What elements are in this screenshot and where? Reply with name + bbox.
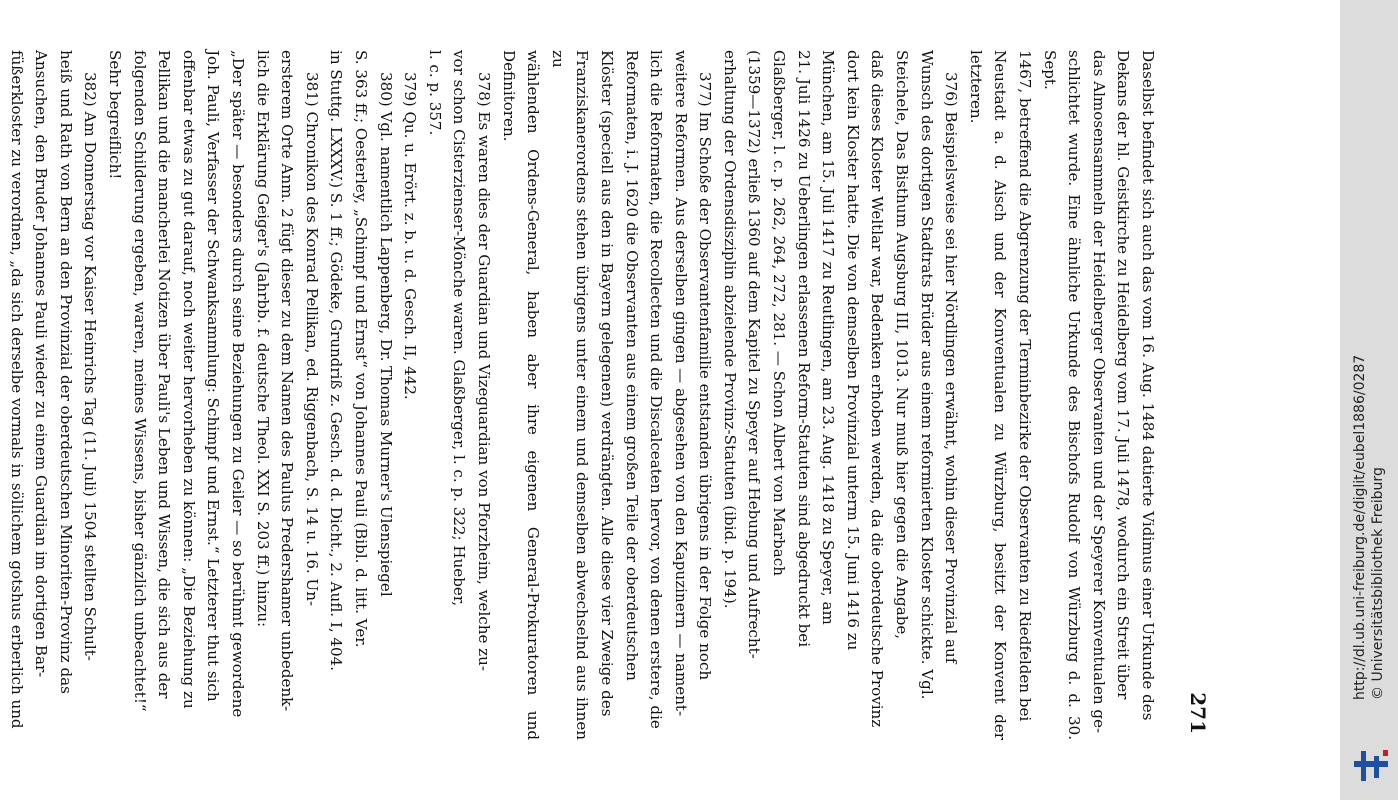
text-line: 1467, betreffend die Abgrenzung der Terminbezirke der Observanten zu Riedfelden bei xyxy=(1016,50,1035,722)
text-line: München, am 15. Juli 1417 zu Reutlingen, am 23. Aug. 1418 zu Speyer, am xyxy=(819,50,838,625)
text-line: Joh. Pauli, Verfasser der Schwanksammlung: Schimpf und Ernst.“ Letzterer thut sich xyxy=(204,50,223,702)
text-line: schlichtet wurde. Eine ähnliche Urkunde des Bischofs Rudolf von Würzburg d. d. 30. Sept. xyxy=(1040,50,1084,740)
text-line: das Almosensammeln der Heidelberger Observanten und der Speyerer Konventualen ge- xyxy=(1089,50,1108,734)
text-line: in Stuttg. LXXXV.) S. 1 ff.; Gödeke, Grundriß z. Gesch. d. d. Dicht., 2. Aufl. I, 404. xyxy=(327,50,346,672)
text-line: Neustadt a. d. Aisch und der Konventualen zu Würzburg, besitzt der Konvent der letzteren. xyxy=(966,50,1010,740)
text-line: Sehr begreiflich! xyxy=(106,50,125,180)
scanned-page xyxy=(7,50,1210,740)
text-line: wählenden Ordens-General, haben aber ihre eigenen General-Prokuratoren und Definitoren. xyxy=(499,50,543,740)
text-line: weitere Reformen. Aus derselben gingen — abgesehen von den Kapuzinern — nament- xyxy=(671,50,690,717)
text-line: (1359—1372) erließ 1360 auf dem Kapitel zu Speyer auf Hebung und Aufrecht- xyxy=(745,50,764,659)
text-line: 382) Am Donnerstag vor Kaiser Heinrichs Tag (11. Juli) 1504 stellten Schult- xyxy=(81,72,100,661)
text-line: 380) Vgl. namentlich Lappenberg, Dr. Thomas Murner's Ulenspiegel xyxy=(376,72,395,597)
text-line: 378) Es waren dies der Guardian und Vizeguardian von Pforzheim, welche zu- xyxy=(474,72,493,671)
text-line: heiß und Rath von Bern an den Provinzial der oberdeutschen Minoriten-Provinz das xyxy=(56,50,75,694)
source-url-link[interactable]: http://dl.ub.uni-freiburg.de/diglit/eubel1886/0287 xyxy=(1352,354,1368,700)
text-line xyxy=(0,50,4,740)
text-line: l. c. p. 357. xyxy=(425,50,444,136)
page-text xyxy=(0,50,1160,740)
text-line: Steichele, Das Bisthum Augsburg III, 1013. Nur muß hier gegen die Angabe, xyxy=(893,50,912,640)
text-line: daß dieses Kloster Weltlar war, Bedenken erhoben werden, da die oberdeutsche Provinz xyxy=(868,50,887,728)
text-line: vor schon Cisterzienser-Mönche waren. Glaßberger, l. c. p. 322; Hueber, xyxy=(450,50,469,607)
text-line: erhaltung der Ordensdisziplin abzielende Provinz-Statuten (ibid. p. 194). xyxy=(720,50,739,609)
text-line: Ansuchen, den Bruder Johannes Pauli wieder zu einem Guardian im dortigen Bar- xyxy=(32,50,51,678)
text-line: dort kein Kloster hatte. Die von demselben Provinzial unterm 15. Juni 1416 zu xyxy=(843,50,862,651)
text-line: 377) Im Schoße der Observantenfamilie entstanden übrigens in der Folge noch xyxy=(696,72,715,681)
text-line: folgenden Schilderung ergeben, waren, meines Wissens, bisher gänzlich unbeachtet!“ xyxy=(130,50,149,712)
text-line: S. 363 ff.; Oesterley, „Schimpf und Ernst“ von Johannes Pauli (Bibl. d. litt. Ver. xyxy=(352,50,370,648)
text-line: 379) Qu. u. Erört. z. b. u. d. Gesch. II, 442. xyxy=(401,72,420,400)
text-line: lich die Erklärung Geiger's (Jahrbb. f. deutsche Theol. XXI S. 203 ff.) hinzu: xyxy=(253,50,272,628)
text-line: Daselbst befindet sich auch das vom 16. Aug. 1484 datierte Vidimus einer Urkunde des xyxy=(1139,50,1157,721)
text-line: lich die Reformaten, die Recollecten und die Discalceaten hervor, von denen erstere, die xyxy=(647,50,666,729)
info-text xyxy=(1352,20,1392,710)
text-line: Dekans der hl. Geistkirche zu Heidelberg vom 17. Juli 1478, wodurch ein Streit über xyxy=(1114,50,1133,700)
text-line: offenbar etwas zu gut darauf, noch weiter hervorheben zu können: „Die Beziehung zu xyxy=(179,50,198,709)
text-line: Reformaten, i. J. 1620 die Observanten aus einem großen Teile der oberdeutschen xyxy=(622,50,641,681)
university-logo-icon xyxy=(1350,748,1392,784)
copyright-label: © Universitätsbibliothek Freiburg xyxy=(1370,467,1386,700)
text-line: „Der später — besonders durch seine Beziehungen zu Geiler — so berühmt gewordene xyxy=(229,50,248,718)
text-line: 21. Juli 1426 zu Ueberlingen erlassenen Reform-Statuten sind abgedruckt bei xyxy=(794,50,813,648)
text-line: ersterem Orte Anm. 2 fügt dieser zu dem Namen des Paulus Predershamer unbedenk- xyxy=(278,50,297,712)
text-line: füßerkloster zu verordnen, „da sich derselbe vormals in söllichem gotshus erberlich und xyxy=(7,50,26,729)
text-line: Franziskanerordens stehen übrigens unter einem und demselben abwechselnd aus ihnen zu xyxy=(548,50,592,740)
text-line: Wunsch des dortigen Stadtrats Brüder aus einem reformierten Kloster schickte. Vgl. xyxy=(917,50,936,700)
text-line: Glaßberger, l. c. p. 262, 264, 272, 281. — Schon Albert von Marbach xyxy=(770,50,789,576)
text-line: 381) Chronikon des Konrad Pellikan, ed. Riggenbach, S. 14 u. 16. Un- xyxy=(302,72,321,607)
page-number: 271 xyxy=(1186,692,1210,734)
text-line: Pellikan und die mancherlei Notizen über Pauli's Leben und Wissen, die sich aus der xyxy=(155,50,174,699)
text-line: 376) Beispielsweise sei hier Nördlingen erwähnt, wohin dieser Provinzial auf xyxy=(942,72,961,664)
text-line: Klöster (speciell aus den in Bayern gelegenen) verdrängten. Alle diese vier Zweige des xyxy=(597,50,616,717)
